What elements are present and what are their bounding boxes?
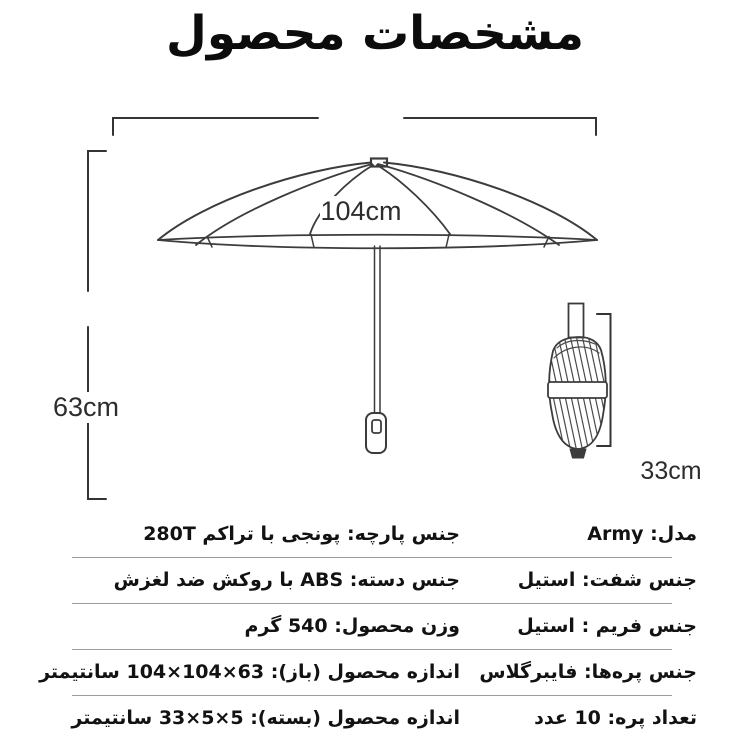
spec-weight: وزن محصول: 540 گرم xyxy=(244,615,460,637)
folded-height-label: 33cm xyxy=(634,457,708,486)
spec-rib-material: جنس پره‌ها: فایبرگلاس xyxy=(479,661,697,683)
spec-table xyxy=(0,512,750,741)
spec-rib-count: تعداد پره: 10 عدد xyxy=(534,707,697,729)
folded-umbrella-drawing xyxy=(528,304,620,459)
umbrella-diagram xyxy=(0,95,750,510)
spec-fabric: جنس پارچه: پونجی با تراکم 280T xyxy=(143,523,460,545)
spec-row xyxy=(0,558,750,603)
width-dimension-bracket xyxy=(113,118,596,135)
page-title: مشخصات محصول xyxy=(166,6,584,61)
open-width-label: 104cm xyxy=(320,196,402,226)
spec-closed-size: اندازه محصول (بسته): 5×5×33 سانتیمتر xyxy=(71,707,460,729)
spec-open-size: اندازه محصول (باز): 63×104×104 سانتیمتر xyxy=(39,661,460,683)
umbrella-line-drawing xyxy=(0,95,750,510)
spec-row xyxy=(0,512,750,557)
spec-row xyxy=(0,650,750,695)
spec-frame-material: جنس فریم : استیل xyxy=(517,615,697,637)
spec-row xyxy=(0,604,750,649)
spec-model: مدل: Army xyxy=(587,523,697,545)
spec-handle-material: جنس دسته: ABS با روکش ضد لغزش xyxy=(113,569,460,591)
height-dimension-bracket xyxy=(88,151,106,499)
spec-row xyxy=(0,696,750,741)
open-height-label: 63cm xyxy=(48,392,124,423)
spec-shaft-material: جنس شفت: استیل xyxy=(517,569,697,591)
